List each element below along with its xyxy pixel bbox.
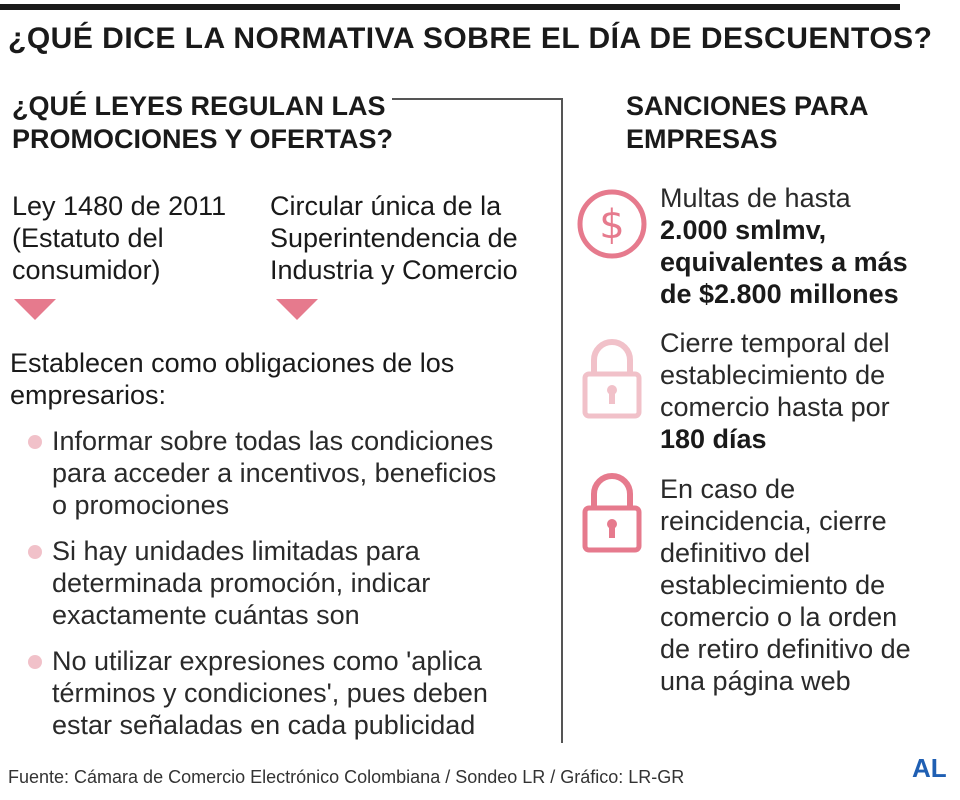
sanction-line-bold: de $2.800 millones <box>660 279 899 309</box>
sanction-line: una página web <box>660 666 851 696</box>
bullet-line: Informar sobre todas las condiciones <box>52 426 494 456</box>
dollar-coin-icon <box>576 188 648 260</box>
sanction-line: Cierre temporal del <box>660 328 890 358</box>
top-rule <box>0 4 900 10</box>
bullet-line: términos y condiciones', pues deben <box>52 678 488 708</box>
bullet-line: determinada promoción, indicar <box>52 568 431 598</box>
list-item <box>28 535 548 631</box>
bullet-line: estar señaladas en cada publicidad <box>52 710 476 740</box>
law-line: consumidor) <box>12 255 161 285</box>
source-footer: Fuente: Cámara de Comercio Electrónico Colombiana / Sondeo LR / Gráfico: LR-GR <box>8 767 685 787</box>
sanction-line-bold: 180 días <box>660 424 767 454</box>
law-line: Circular única de la <box>270 191 502 221</box>
triangle-down-icon <box>14 299 56 320</box>
lock-icon <box>582 470 642 554</box>
triangle-down-icon <box>276 299 318 320</box>
bullet-dot-icon <box>28 545 42 559</box>
brand-logo: AL <box>912 753 947 783</box>
law-line: (Estatuto del <box>12 223 164 253</box>
bullet-dot-icon <box>28 655 42 669</box>
sanction-line-bold: equivalentes a más <box>660 247 908 277</box>
lead-line: empresarios: <box>10 380 167 410</box>
section-divider-horizontal <box>392 98 562 100</box>
obligations-lead <box>10 347 454 411</box>
sanction-line: establecimiento de <box>660 360 886 390</box>
law-item <box>270 190 518 286</box>
sanction-line: definitivo del <box>660 538 811 568</box>
bullet-line: o promociones <box>52 490 230 520</box>
lock-icon <box>582 336 642 420</box>
sanction-fines <box>660 182 908 310</box>
law-line: Superintendencia de <box>270 223 518 253</box>
sanctions-heading-line: EMPRESAS <box>626 124 778 154</box>
list-item <box>28 425 548 521</box>
bullet-line: No utilizar expresiones como 'aplica <box>52 646 482 676</box>
page-title: ¿QUÉ DICE LA NORMATIVA SOBRE EL DÍA DE DESCUENTOS? <box>8 22 933 55</box>
sanction-definitive-closure <box>660 473 911 697</box>
sanction-line: Multas de hasta <box>660 183 851 213</box>
sanctions-heading <box>626 90 869 156</box>
laws-heading-line: PROMOCIONES Y OFERTAS? <box>12 124 394 154</box>
sanction-line: de retiro definitivo de <box>660 634 911 664</box>
section-divider-vertical <box>561 98 563 743</box>
sanction-temporary-closure <box>660 327 890 455</box>
bullet-line: Si hay unidades limitadas para <box>52 536 420 566</box>
sanctions-heading-line: SANCIONES PARA <box>626 91 869 121</box>
sanction-line-bold: 2.000 smlmv, <box>660 215 827 245</box>
sanction-line: comercio hasta por <box>660 392 890 422</box>
lead-line: Establecen como obligaciones de los <box>10 348 455 378</box>
sanction-line: reincidencia, cierre <box>660 506 887 536</box>
bullet-line: exactamente cuántas son <box>52 600 360 630</box>
sanction-line: establecimiento de <box>660 570 886 600</box>
law-line: Ley 1480 de 2011 <box>12 191 227 221</box>
law-line: Industria y Comercio <box>270 255 518 285</box>
bullet-line: para acceder a incentivos, beneficios <box>52 458 497 488</box>
bullet-dot-icon <box>28 435 42 449</box>
sanction-line: En caso de <box>660 474 796 504</box>
laws-heading-line: ¿QUÉ LEYES REGULAN LAS <box>12 91 386 121</box>
svg-text:$: $ <box>599 202 625 248</box>
sanction-line: comercio o la orden <box>660 602 898 632</box>
list-item <box>28 645 548 741</box>
laws-heading <box>12 90 393 156</box>
law-item <box>12 190 226 286</box>
